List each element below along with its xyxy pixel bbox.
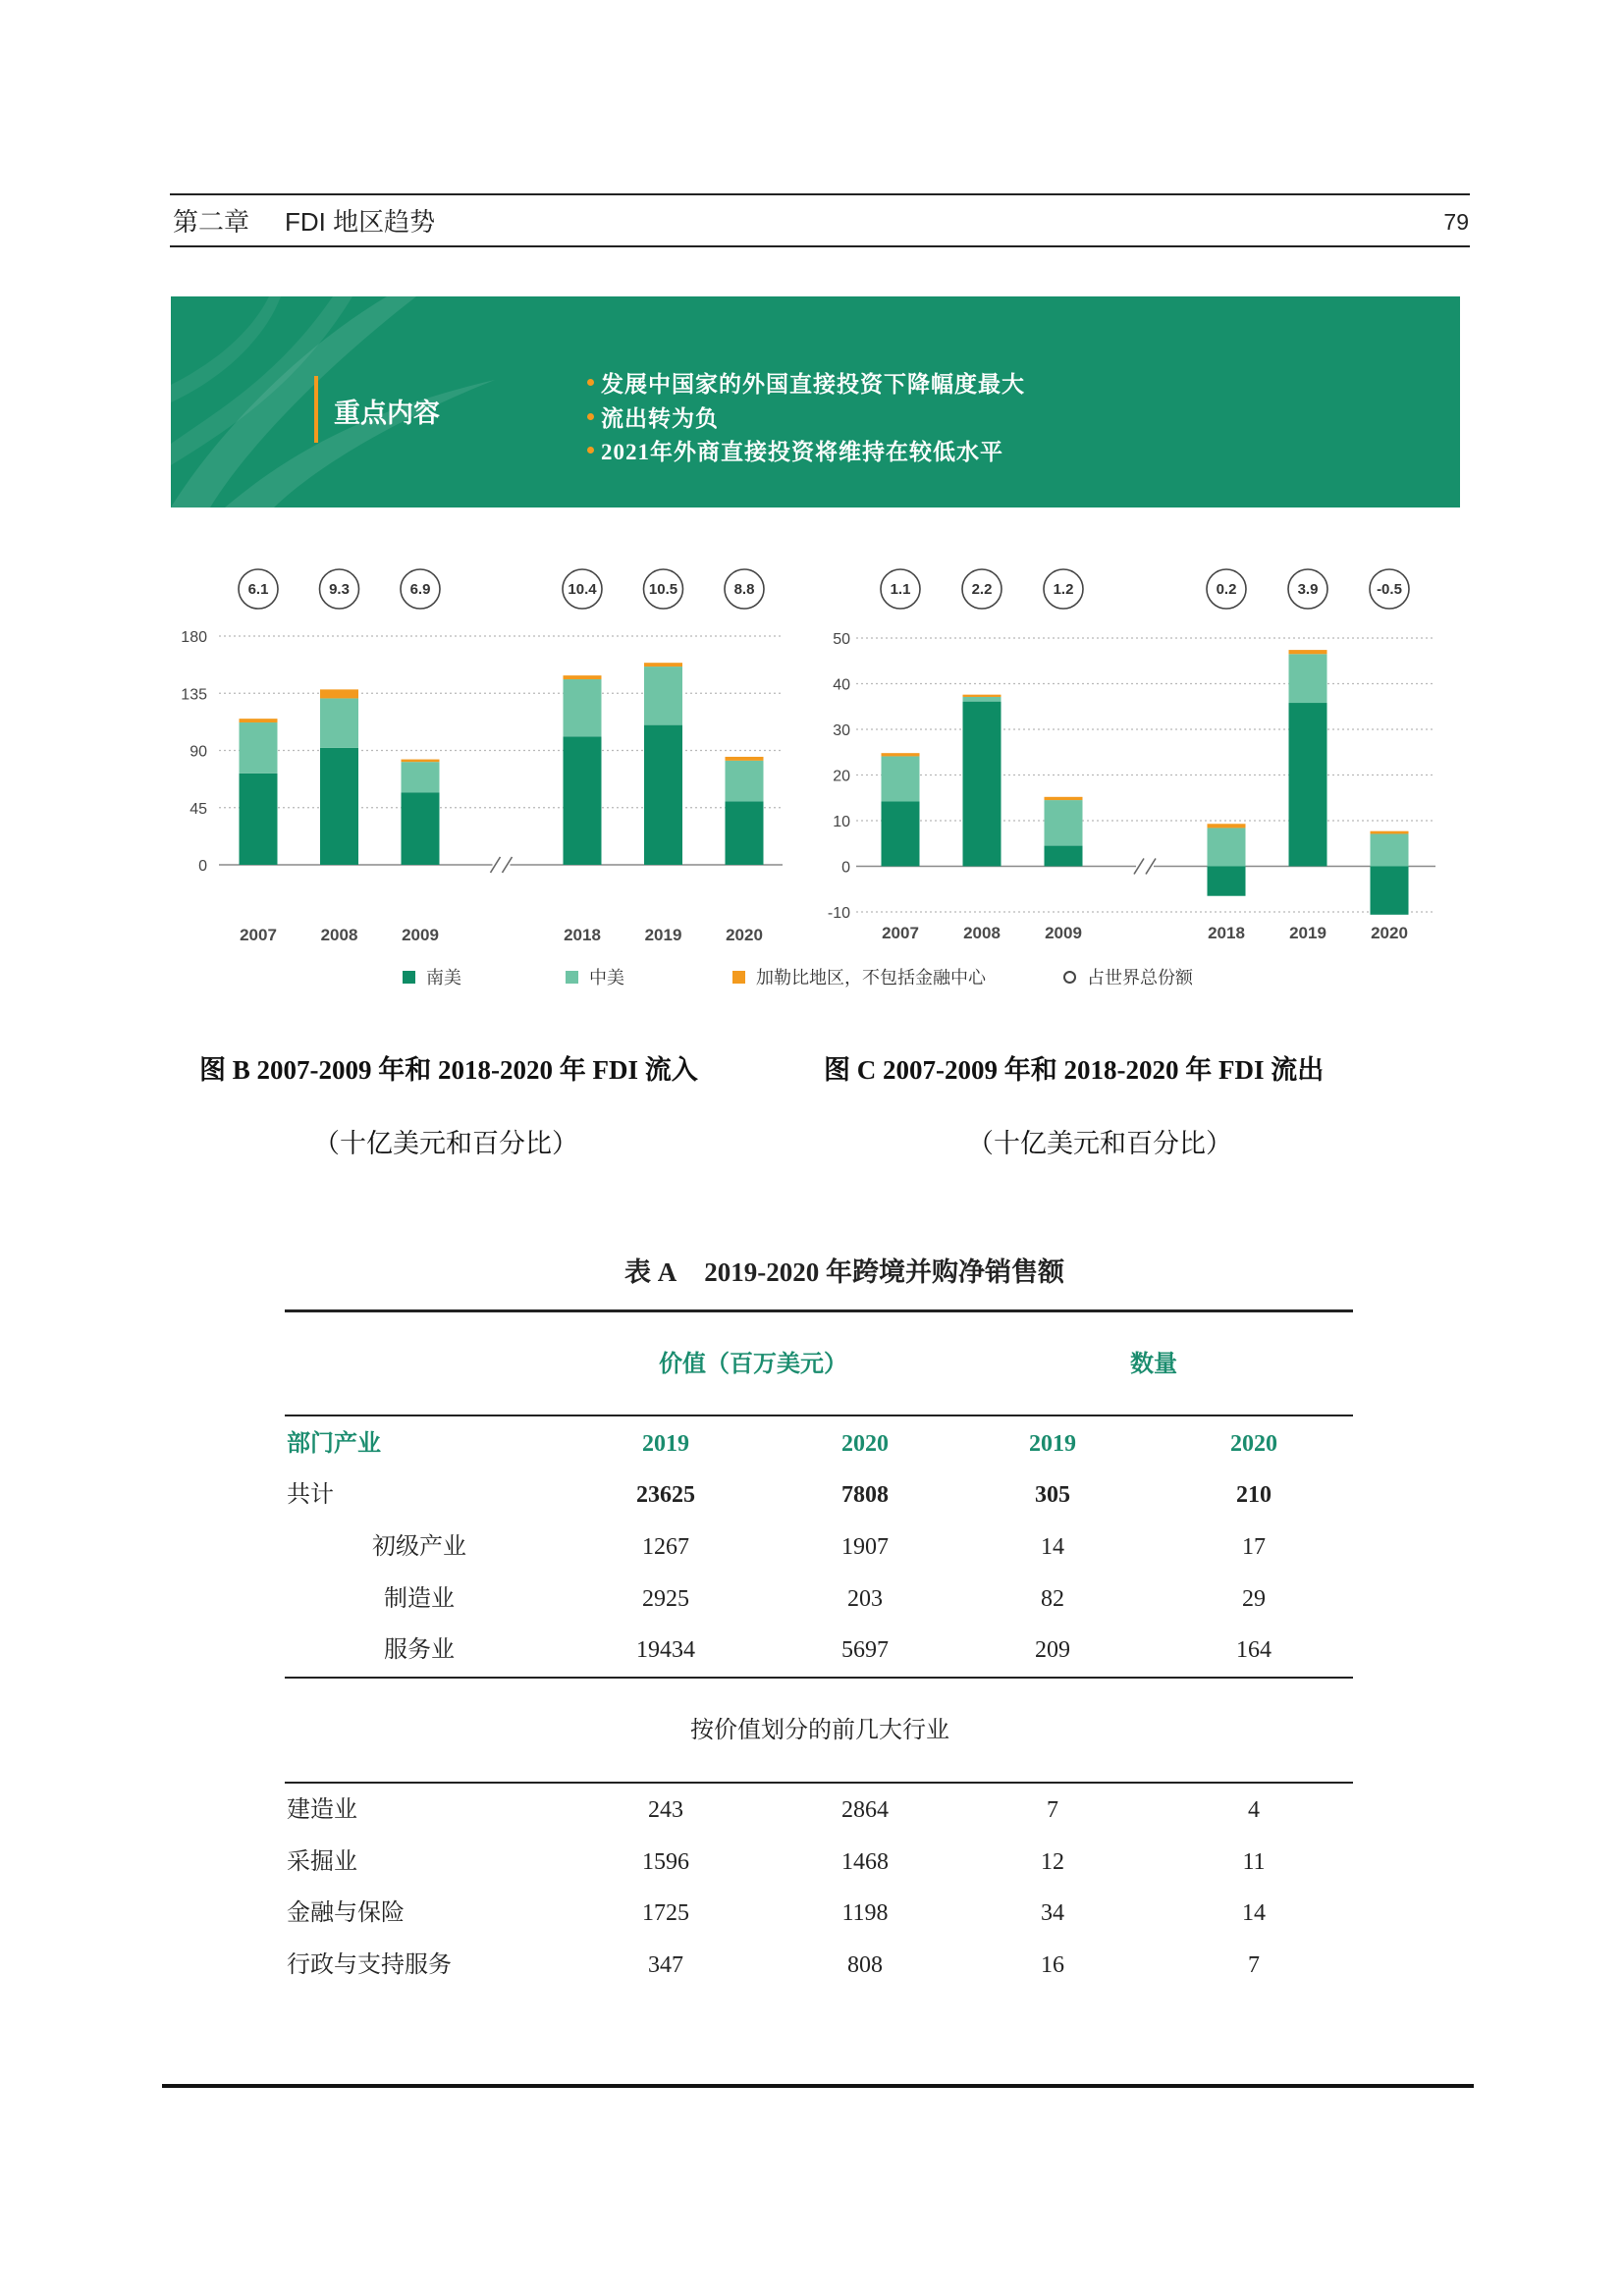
highlight-bullet [587, 401, 719, 431]
cell-value-2019: 1725 [642, 1900, 689, 1926]
legend-swatch [403, 971, 415, 984]
x-tick-label: 2018 [1208, 924, 1245, 942]
table-label: 表 A [624, 1257, 677, 1287]
cell-count-2019: 12 [1041, 1849, 1064, 1875]
bar-south-america-2009 [402, 792, 440, 865]
highlights-banner [171, 296, 1460, 507]
cell-count-2019: 14 [1041, 1534, 1064, 1560]
cell-count-2019: 34 [1041, 1900, 1064, 1926]
cell-count-2020: 210 [1236, 1482, 1272, 1508]
y-tick-label: 180 [181, 629, 207, 646]
row-label: 初级产业 [372, 1534, 466, 1560]
bar-central-america-2008 [320, 698, 358, 747]
chart-b-svg [167, 560, 805, 952]
cell-count-2019: 209 [1035, 1637, 1070, 1663]
group-header-value: 价值（百万美元） [659, 1352, 847, 1377]
x-tick-label: 2019 [1289, 924, 1326, 942]
figure-b-caption: 图 B 2007-2009 年和 2018-2020 年 FDI 流入 [199, 1055, 698, 1085]
footer-rule [162, 2084, 1474, 2088]
bar-south-america-2007 [240, 774, 278, 865]
table-subheading-row [285, 1711, 1353, 1750]
bar-caribbean-2008 [320, 689, 358, 698]
y-tick-label: 0 [841, 859, 850, 877]
bar-central-america-2018 [1208, 828, 1246, 866]
chart-c-svg [805, 560, 1453, 952]
bar-south-america-2018 [1208, 867, 1246, 896]
cell-value-2020: 203 [847, 1586, 883, 1612]
page-number: 79 [1443, 209, 1469, 235]
y-tick-label: 0 [198, 858, 207, 875]
cell-count-2019: 82 [1041, 1586, 1064, 1612]
table-row [285, 1579, 1353, 1619]
cell-count-2020: 14 [1242, 1900, 1266, 1926]
table-header-rule [285, 1415, 1353, 1416]
table-row [285, 1894, 1353, 1933]
bar-south-america-2008 [963, 702, 1001, 867]
table-section-rule [285, 1677, 1353, 1679]
bar-caribbean-2007 [240, 719, 278, 722]
share-label: 10.4 [568, 581, 597, 598]
row-label: 金融与保险 [287, 1900, 405, 1926]
accent-bar [314, 376, 318, 443]
table-row [285, 1842, 1353, 1882]
share-label: 1.2 [1053, 581, 1074, 598]
x-tick-label: 2009 [402, 926, 439, 944]
table-row [285, 1630, 1353, 1670]
cell-value-2019: 1267 [642, 1534, 689, 1560]
bullet-text: 发展中国家的外国直接投资下降幅度最大 [601, 371, 1025, 397]
table-row [285, 1946, 1353, 1985]
cell-count-2020: 29 [1242, 1586, 1266, 1612]
bullet-text: 2021年外商直接投资将维持在较低水平 [601, 439, 1003, 464]
figure-b-unit: （十亿美元和百分比） [313, 1129, 578, 1158]
table-subheading: 按价值划分的前几大行业 [690, 1718, 949, 1743]
bar-caribbean-2020 [1371, 831, 1409, 834]
x-tick-label: 2008 [963, 924, 1001, 942]
column-header-sector: 部门产业 [287, 1431, 381, 1457]
x-tick-label: 2009 [1045, 924, 1082, 942]
cell-count-2019: 305 [1035, 1482, 1070, 1508]
bullet-dot-icon [587, 413, 594, 420]
share-label: 8.8 [733, 581, 755, 598]
table-row [285, 1790, 1353, 1830]
cell-value-2019: 23625 [636, 1482, 695, 1508]
bar-central-america-2007 [240, 722, 278, 774]
bar-south-america-2007 [882, 801, 920, 866]
legend-label: 加勒比地区，不包括金融中心 [756, 968, 986, 988]
bar-caribbean-2019 [644, 663, 682, 667]
cell-count-2020: 164 [1236, 1637, 1272, 1663]
bar-caribbean-2019 [1289, 650, 1327, 654]
table-row [285, 1527, 1353, 1567]
row-label: 共计 [287, 1482, 334, 1508]
row-label: 建造业 [287, 1797, 357, 1823]
bar-central-america-2019 [1289, 654, 1327, 703]
legend-swatch [732, 971, 745, 984]
figure-c-unit: （十亿美元和百分比） [967, 1129, 1232, 1158]
table-title-text: 2019-2020 年跨境并购净销售额 [704, 1257, 1064, 1287]
header-bottom-rule [170, 245, 1470, 247]
x-tick-label: 2020 [726, 926, 763, 944]
cell-value-2020: 1468 [841, 1849, 889, 1875]
bar-central-america-2019 [644, 667, 682, 725]
bar-south-america-2009 [1045, 846, 1083, 867]
cell-value-2020: 1907 [841, 1534, 889, 1560]
cell-count-2019: 16 [1041, 1952, 1064, 1978]
cell-value-2020: 2864 [841, 1797, 889, 1823]
bar-south-america-2019 [644, 725, 682, 865]
cell-value-2019: 19434 [636, 1637, 695, 1663]
share-label: 10.5 [648, 581, 678, 598]
share-label: 2.2 [971, 581, 993, 598]
bullet-text: 流出转为负 [601, 405, 719, 431]
x-tick-label: 2019 [644, 926, 682, 944]
cell-count-2020: 7 [1248, 1952, 1260, 1978]
row-label: 采掘业 [287, 1849, 357, 1875]
column-header-value-2020: 2020 [841, 1431, 889, 1457]
legend-item-south-america [403, 964, 461, 989]
legend-label: 中美 [589, 968, 624, 988]
cell-value-2019: 347 [648, 1952, 683, 1978]
y-tick-label: 135 [181, 686, 207, 704]
x-tick-label: 2008 [320, 926, 358, 944]
row-label: 服务业 [384, 1637, 455, 1663]
figure-c-caption: 图 C 2007-2009 年和 2018-2020 年 FDI 流出 [824, 1055, 1325, 1085]
legend-label: 占世界总份额 [1087, 968, 1193, 988]
cell-value-2020: 808 [847, 1952, 883, 1978]
table-row-total [285, 1475, 1353, 1515]
bar-caribbean-2018 [1208, 824, 1246, 828]
bar-central-america-2007 [882, 756, 920, 801]
share-label: 6.9 [409, 581, 431, 598]
legend-item-central-america [566, 964, 624, 989]
bar-caribbean-2009 [1045, 797, 1083, 800]
cell-value-2020: 1198 [841, 1900, 889, 1926]
share-label: -0.5 [1377, 581, 1402, 598]
share-label: 0.2 [1216, 581, 1237, 598]
bar-caribbean-2007 [882, 753, 920, 756]
bar-central-america-2009 [1045, 800, 1083, 846]
y-tick-label: 45 [189, 800, 207, 818]
column-header-count-2019: 2019 [1029, 1431, 1076, 1457]
bar-caribbean-2008 [963, 695, 1001, 697]
highlight-bullet [587, 435, 1003, 464]
share-label: 1.1 [890, 581, 911, 598]
header-top-rule [170, 193, 1470, 195]
bullet-dot-icon [587, 447, 594, 454]
column-header-count-2020: 2020 [1230, 1431, 1277, 1457]
table-subheading-rule [285, 1782, 1353, 1784]
y-tick-label: 20 [833, 768, 850, 785]
cell-count-2020: 17 [1242, 1534, 1266, 1560]
table-title [550, 1254, 1139, 1291]
x-tick-label: 2007 [240, 926, 277, 944]
cell-count-2020: 4 [1248, 1797, 1260, 1823]
table-column-header-row [285, 1424, 1353, 1464]
x-tick-label: 2018 [564, 926, 601, 944]
x-tick-label: 2007 [882, 924, 919, 942]
bar-south-america-2008 [320, 748, 358, 865]
cell-value-2019: 2925 [642, 1586, 689, 1612]
bar-central-america-2009 [402, 762, 440, 792]
chapter-title: FDI 地区趋势 [285, 207, 436, 237]
y-tick-label: 10 [833, 814, 850, 830]
highlights-title: 重点内容 [334, 399, 440, 428]
cell-value-2020: 7808 [841, 1482, 889, 1508]
bar-south-america-2019 [1289, 703, 1327, 866]
circle-icon [1063, 971, 1076, 984]
legend-label: 南美 [426, 968, 461, 988]
cell-value-2019: 1596 [642, 1849, 689, 1875]
x-tick-label: 2020 [1371, 924, 1408, 942]
bar-south-america-2020 [726, 801, 764, 865]
row-label: 制造业 [384, 1586, 455, 1612]
cell-value-2019: 243 [648, 1797, 683, 1823]
bar-central-america-2020 [1371, 833, 1409, 866]
y-tick-label: 50 [833, 631, 850, 648]
cell-value-2020: 5697 [841, 1637, 889, 1663]
share-label: 3.9 [1297, 581, 1319, 598]
bullet-dot-icon [587, 379, 594, 386]
row-label: 行政与支持服务 [287, 1952, 452, 1978]
group-header-count: 数量 [1130, 1352, 1177, 1377]
y-tick-label: 40 [833, 676, 850, 694]
table-top-rule [285, 1309, 1353, 1312]
table-a [285, 1309, 1353, 1997]
highlight-bullet [587, 367, 1025, 397]
bar-central-america-2020 [726, 761, 764, 801]
share-label: 6.1 [247, 581, 269, 598]
chapter-label: 第二章 [173, 207, 250, 237]
y-tick-label: 30 [833, 722, 850, 739]
bar-central-america-2018 [564, 679, 602, 736]
cell-count-2019: 7 [1047, 1797, 1058, 1823]
bar-caribbean-2018 [564, 675, 602, 679]
bar-caribbean-2020 [726, 757, 764, 761]
legend-item-world-share [1063, 964, 1193, 989]
column-header-value-2019: 2019 [642, 1431, 689, 1457]
legend-item-caribbean [732, 964, 986, 989]
share-label: 9.3 [329, 581, 350, 598]
y-tick-label: -10 [827, 905, 850, 922]
bar-caribbean-2009 [402, 760, 440, 763]
table-group-header-row [285, 1345, 1353, 1384]
cell-count-2020: 11 [1242, 1849, 1266, 1875]
bar-south-america-2020 [1371, 867, 1409, 915]
bar-south-america-2018 [564, 736, 602, 865]
y-tick-label: 90 [189, 743, 207, 761]
bar-central-america-2008 [963, 697, 1001, 702]
legend-swatch [566, 971, 578, 984]
